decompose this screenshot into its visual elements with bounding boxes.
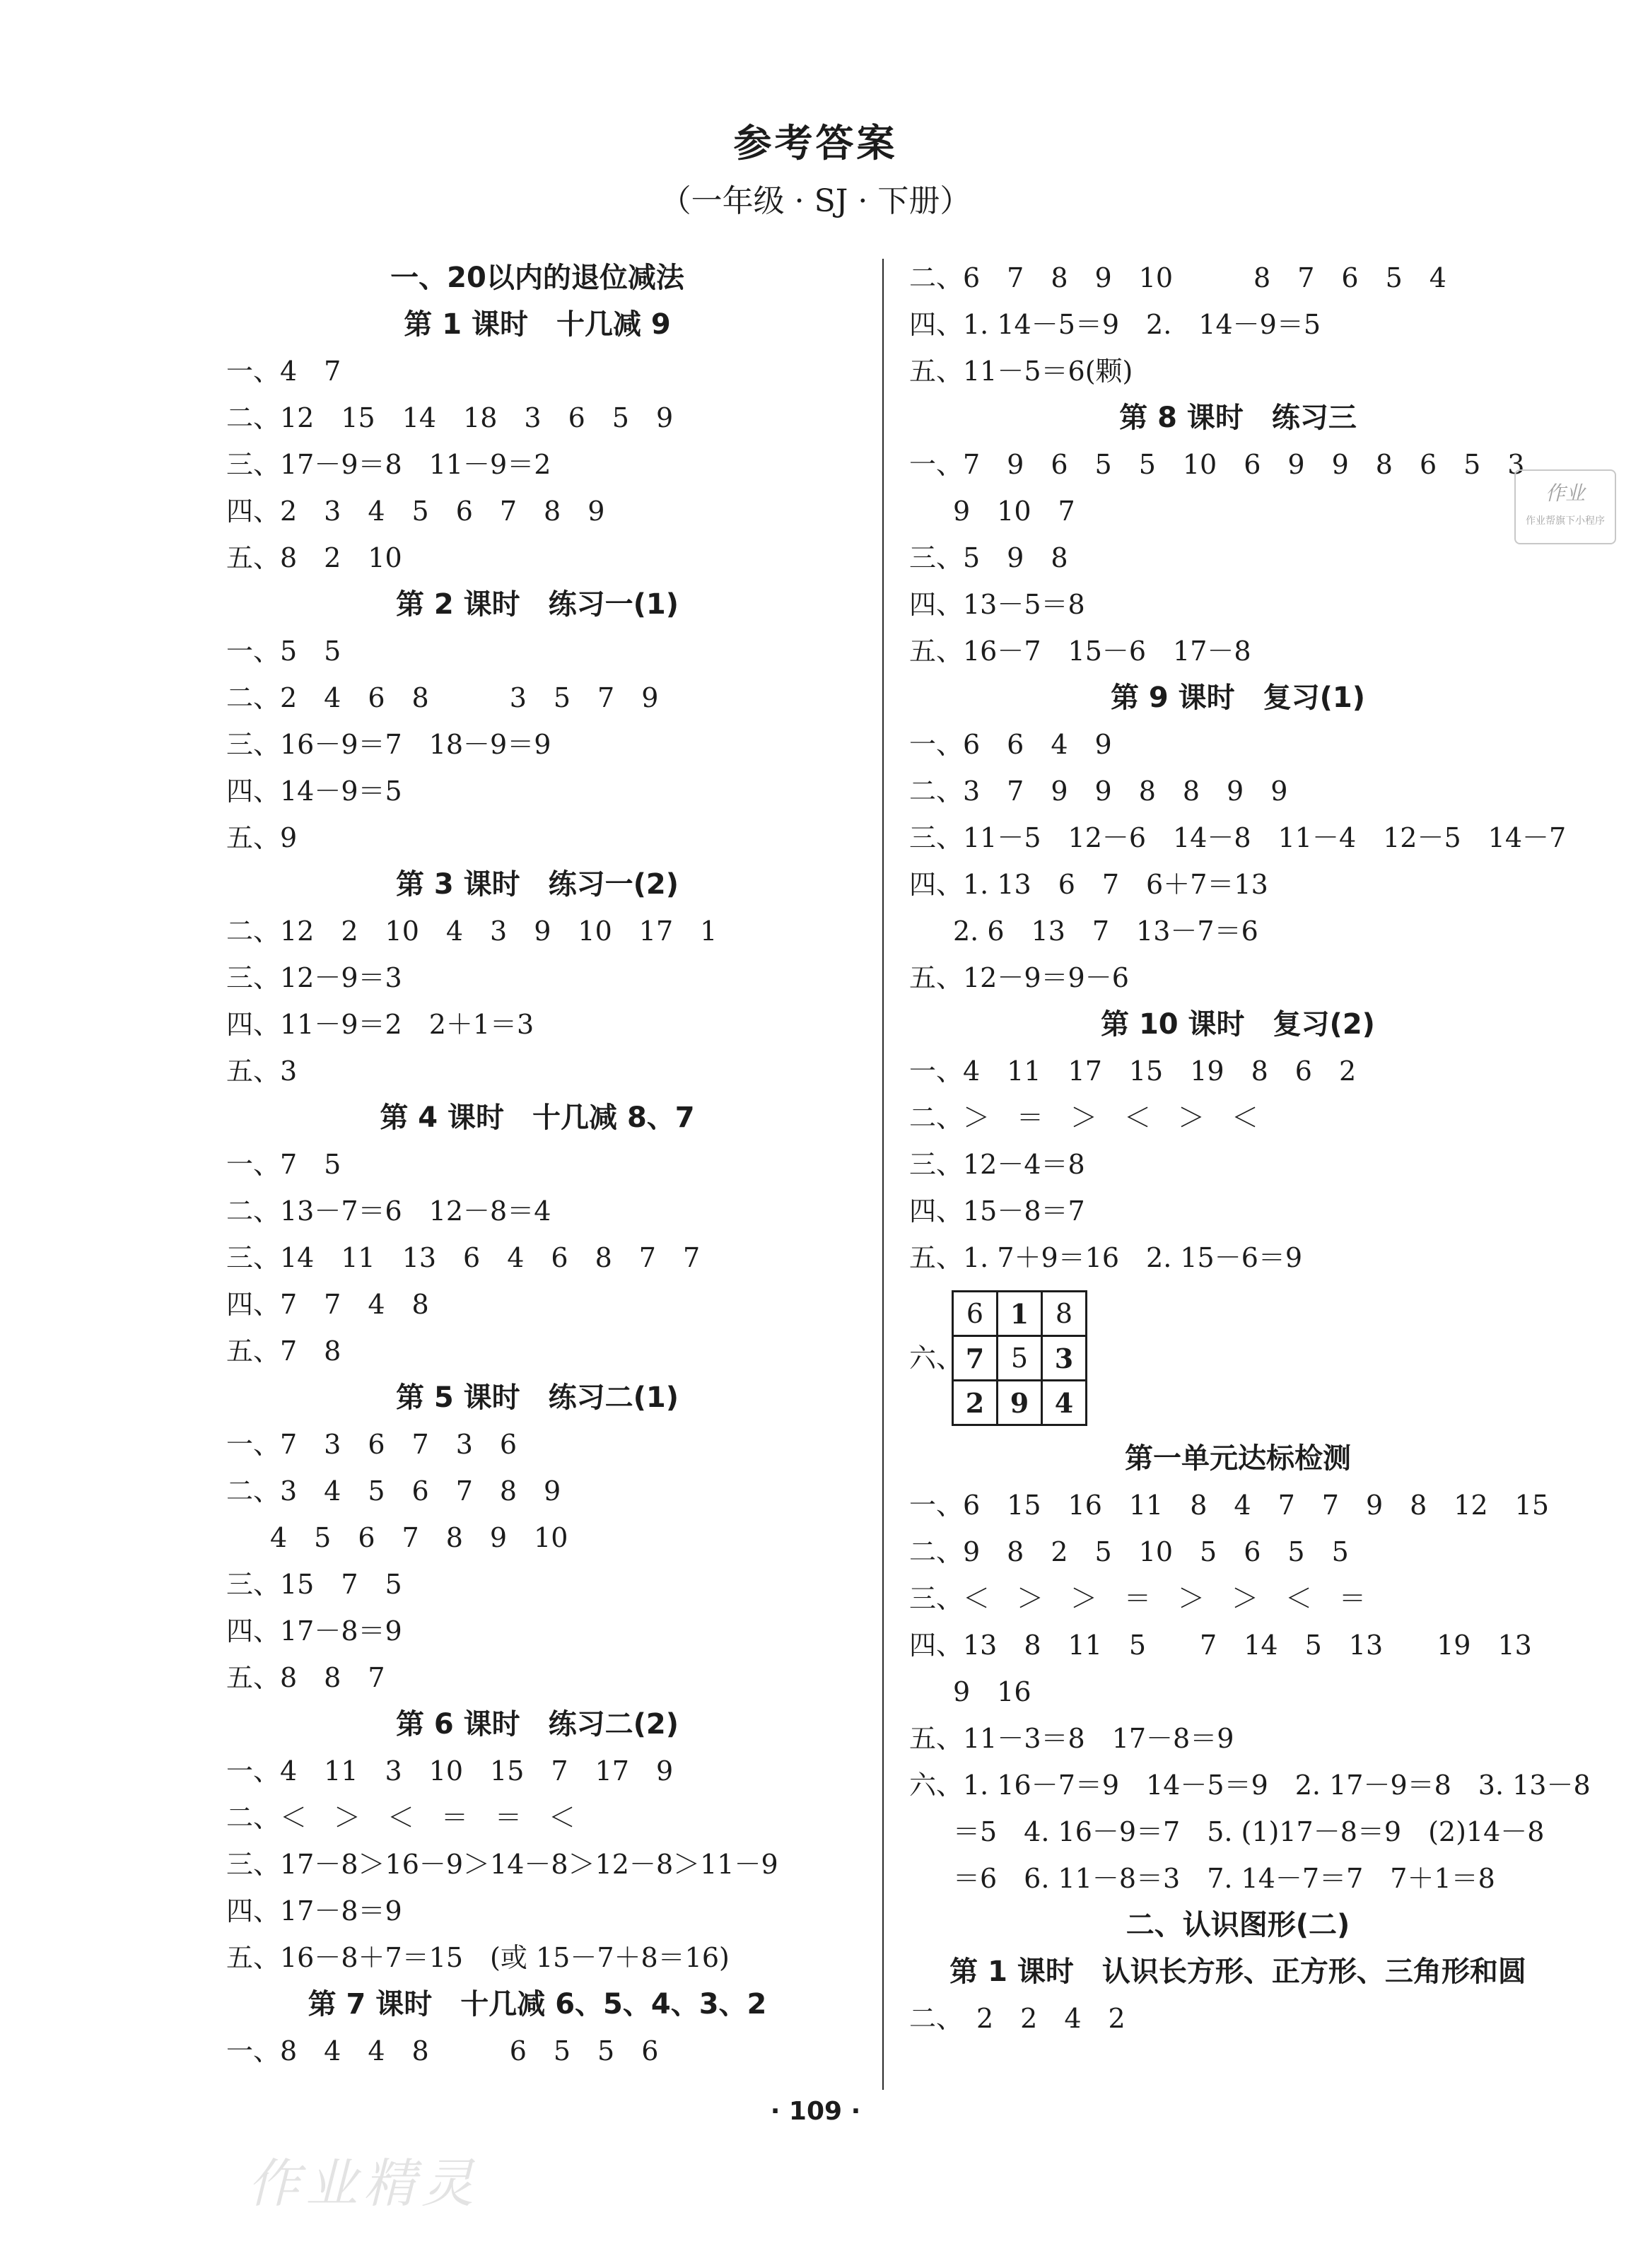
answer-line: ＝6 6. 11－8＝3 7. 14－7＝7 7＋1＝8 [953, 1863, 1495, 1894]
answer-line: 二、＞ ＝ ＞ ＜ ＞ ＜ [909, 1102, 1259, 1133]
answer-line: 四、7 7 4 8 [226, 1289, 429, 1320]
answer-line: 三、15 7 5 [226, 1569, 402, 1600]
answer-line: 9 10 7 [953, 496, 1075, 527]
grid-cell: 7 [953, 1336, 998, 1381]
answer-line: 五、8 2 10 [226, 542, 402, 573]
answer-line: ＝5 4. 16－9＝7 5. (1)17－8＝9 (2)14－8 [953, 1816, 1545, 1847]
answer-line: 五、9 [226, 822, 298, 853]
answer-line: 三、17－8＞16－9＞14－8＞12－8＞11－9 [226, 1849, 778, 1880]
answer-line: 五、1. 7＋9＝16 2. 15－6＝9 [909, 1242, 1303, 1273]
answer-line: 五、16－8＋7＝15 (或 15－7＋8＝16) [226, 1942, 730, 1973]
grid-cell: 3 [1042, 1336, 1087, 1381]
grid-cell: 1 [998, 1292, 1042, 1336]
answer-line: 2. 6 13 7 13－7＝6 [953, 916, 1258, 947]
answer-line: 一、7 9 6 5 5 10 6 9 9 8 6 5 3 [909, 449, 1525, 480]
answer-line: 四、1. 13 6 7 6＋7＝13 [909, 869, 1268, 900]
answer-line: 一、4 11 17 15 19 8 6 2 [909, 1056, 1357, 1087]
answer-line: 二、3 4 5 6 7 8 9 [226, 1475, 561, 1507]
section-heading: 一、20以内的退位减法 [390, 262, 684, 294]
stamp-text: 作业 [1545, 481, 1585, 505]
answer-line: 四、13－5＝8 [909, 589, 1085, 620]
answer-line: 五、8 8 7 [226, 1662, 385, 1693]
answer-line: 一、4 7 [226, 356, 341, 387]
section-heading: 第一单元达标检测 [1125, 1442, 1351, 1475]
answer-line: 二、2 4 6 8 3 5 7 9 [226, 682, 659, 713]
answer-line: 四、13 8 11 5 7 14 5 13 19 13 [909, 1630, 1532, 1661]
answer-line: 五、16－7 15－6 17－8 [909, 636, 1251, 667]
grid-cell: 6 [953, 1292, 998, 1336]
magic-square-answer [909, 1284, 1567, 1432]
answer-line: 二、 2 2 4 2 [909, 2003, 1126, 2034]
answer-line: 五、12－9＝9－6 [909, 962, 1129, 993]
answer-line: 五、11－3＝8 17－8＝9 [909, 1723, 1234, 1754]
grid-cell: 8 [1042, 1292, 1087, 1336]
answer-line: 三、11－5 12－6 14－8 11－4 12－5 14－7 [909, 822, 1567, 853]
watermark: 作业精灵 [247, 2153, 479, 2214]
answer-line: 二、12 15 14 18 3 6 5 9 [226, 402, 674, 433]
grid-cell: 4 [1042, 1381, 1087, 1425]
answer-line: 四、11－9＝2 2＋1＝3 [226, 1009, 534, 1040]
answer-line: 四、15－8＝7 [909, 1196, 1085, 1227]
answer-line: 四、17－8＝9 [226, 1615, 402, 1647]
magic-square-grid [952, 1290, 1087, 1426]
section-heading: 第 4 课时 十几减 8、7 [380, 1101, 695, 1134]
page-title: 参考答案 [733, 121, 898, 165]
answer-line: 一、6 15 16 11 8 4 7 7 9 8 12 15 [909, 1490, 1550, 1521]
answer-line: 一、7 5 [226, 1149, 341, 1180]
answer-line: 二、12 2 10 4 3 9 10 17 1 [226, 916, 718, 947]
section-heading: 第 7 课时 十几减 6、5、4、3、2 [308, 1988, 767, 2021]
answer-line: 三、17－9＝8 11－9＝2 [226, 449, 551, 480]
answer-line: 四、14－9＝5 [226, 776, 402, 807]
answer-line: 三、＜ ＞ ＞ ＝ ＞ ＞ ＜ ＝ [909, 1583, 1367, 1614]
answer-line: 六、1. 16－7＝9 14－5＝9 2. 17－9＝8 3. 13－8 [909, 1770, 1591, 1801]
page-subtitle: （一年级 · SJ · 下册） [660, 183, 971, 219]
answer-line: 二、13－7＝6 12－8＝4 [226, 1196, 551, 1227]
section-heading: 二、认识图形(二) [1126, 1909, 1350, 1941]
left-column [226, 255, 848, 2074]
page-number: · 109 · [770, 2097, 861, 2126]
answer-line: 五、11－5＝6(颗) [909, 356, 1133, 387]
section-heading: 第 1 课时 认识长方形、正方形、三角形和圆 [949, 1956, 1526, 1988]
answer-line: 一、4 11 3 10 15 7 17 9 [226, 1755, 674, 1787]
answer-line: 二、3 7 9 9 8 8 9 9 [909, 776, 1288, 807]
section-heading: 第 6 课时 练习二(2) [395, 1708, 679, 1741]
grid-cell: 9 [998, 1381, 1042, 1425]
app-stamp-logo [1514, 469, 1616, 544]
right-column [909, 255, 1591, 2042]
answer-line: 三、16－9＝7 18－9＝9 [226, 729, 551, 760]
answer-line: 一、8 4 4 8 6 5 5 6 [226, 2035, 659, 2067]
answer-line: 五、3 [226, 1056, 298, 1087]
grid-cell: 2 [953, 1381, 998, 1425]
answer-line: 三、12－9＝3 [226, 962, 402, 993]
section-heading: 第 10 课时 复习(2) [1101, 1008, 1375, 1041]
answer-line: 三、5 9 8 [909, 542, 1068, 573]
answer-line: 9 16 [953, 1676, 1031, 1707]
stamp-subtext: 作业帮旗下小程序 [1526, 515, 1605, 527]
answer-line: 四、17－8＝9 [226, 1895, 402, 1927]
answer-line: 三、12－4＝8 [909, 1149, 1085, 1180]
answer-line: 一、5 5 [226, 636, 341, 667]
answer-line: 一、6 6 4 9 [909, 729, 1112, 760]
section-heading: 第 8 课时 练习三 [1119, 402, 1357, 434]
section-heading: 第 5 课时 练习二(1) [395, 1381, 679, 1414]
answer-line: 4 5 6 7 8 9 10 [270, 1522, 568, 1553]
answer-line: 五、7 8 [226, 1335, 341, 1367]
answer-line: 三、14 11 13 6 4 6 8 7 7 [226, 1242, 701, 1273]
answer-label: 六、 [909, 1343, 964, 1374]
column-divider [882, 259, 884, 2090]
section-heading: 第 9 课时 复习(1) [1110, 682, 1366, 714]
section-heading: 第 1 课时 十几减 9 [404, 308, 671, 341]
answer-line: 二、＜ ＞ ＜ ＝ ＝ ＜ [226, 1802, 576, 1833]
section-heading: 第 2 课时 练习一(1) [395, 588, 679, 621]
answer-line: 二、9 8 2 5 10 5 6 5 5 [909, 1536, 1349, 1567]
answer-line: 四、2 3 4 5 6 7 8 9 [226, 496, 605, 527]
section-heading: 第 3 课时 练习一(2) [395, 868, 679, 901]
answer-line: 四、1. 14－5＝9 2. 14－9＝5 [909, 309, 1321, 340]
grid-cell: 5 [998, 1336, 1042, 1381]
answer-line: 二、6 7 8 9 10 8 7 6 5 4 [909, 262, 1446, 293]
answer-line: 一、7 3 6 7 3 6 [226, 1429, 518, 1460]
